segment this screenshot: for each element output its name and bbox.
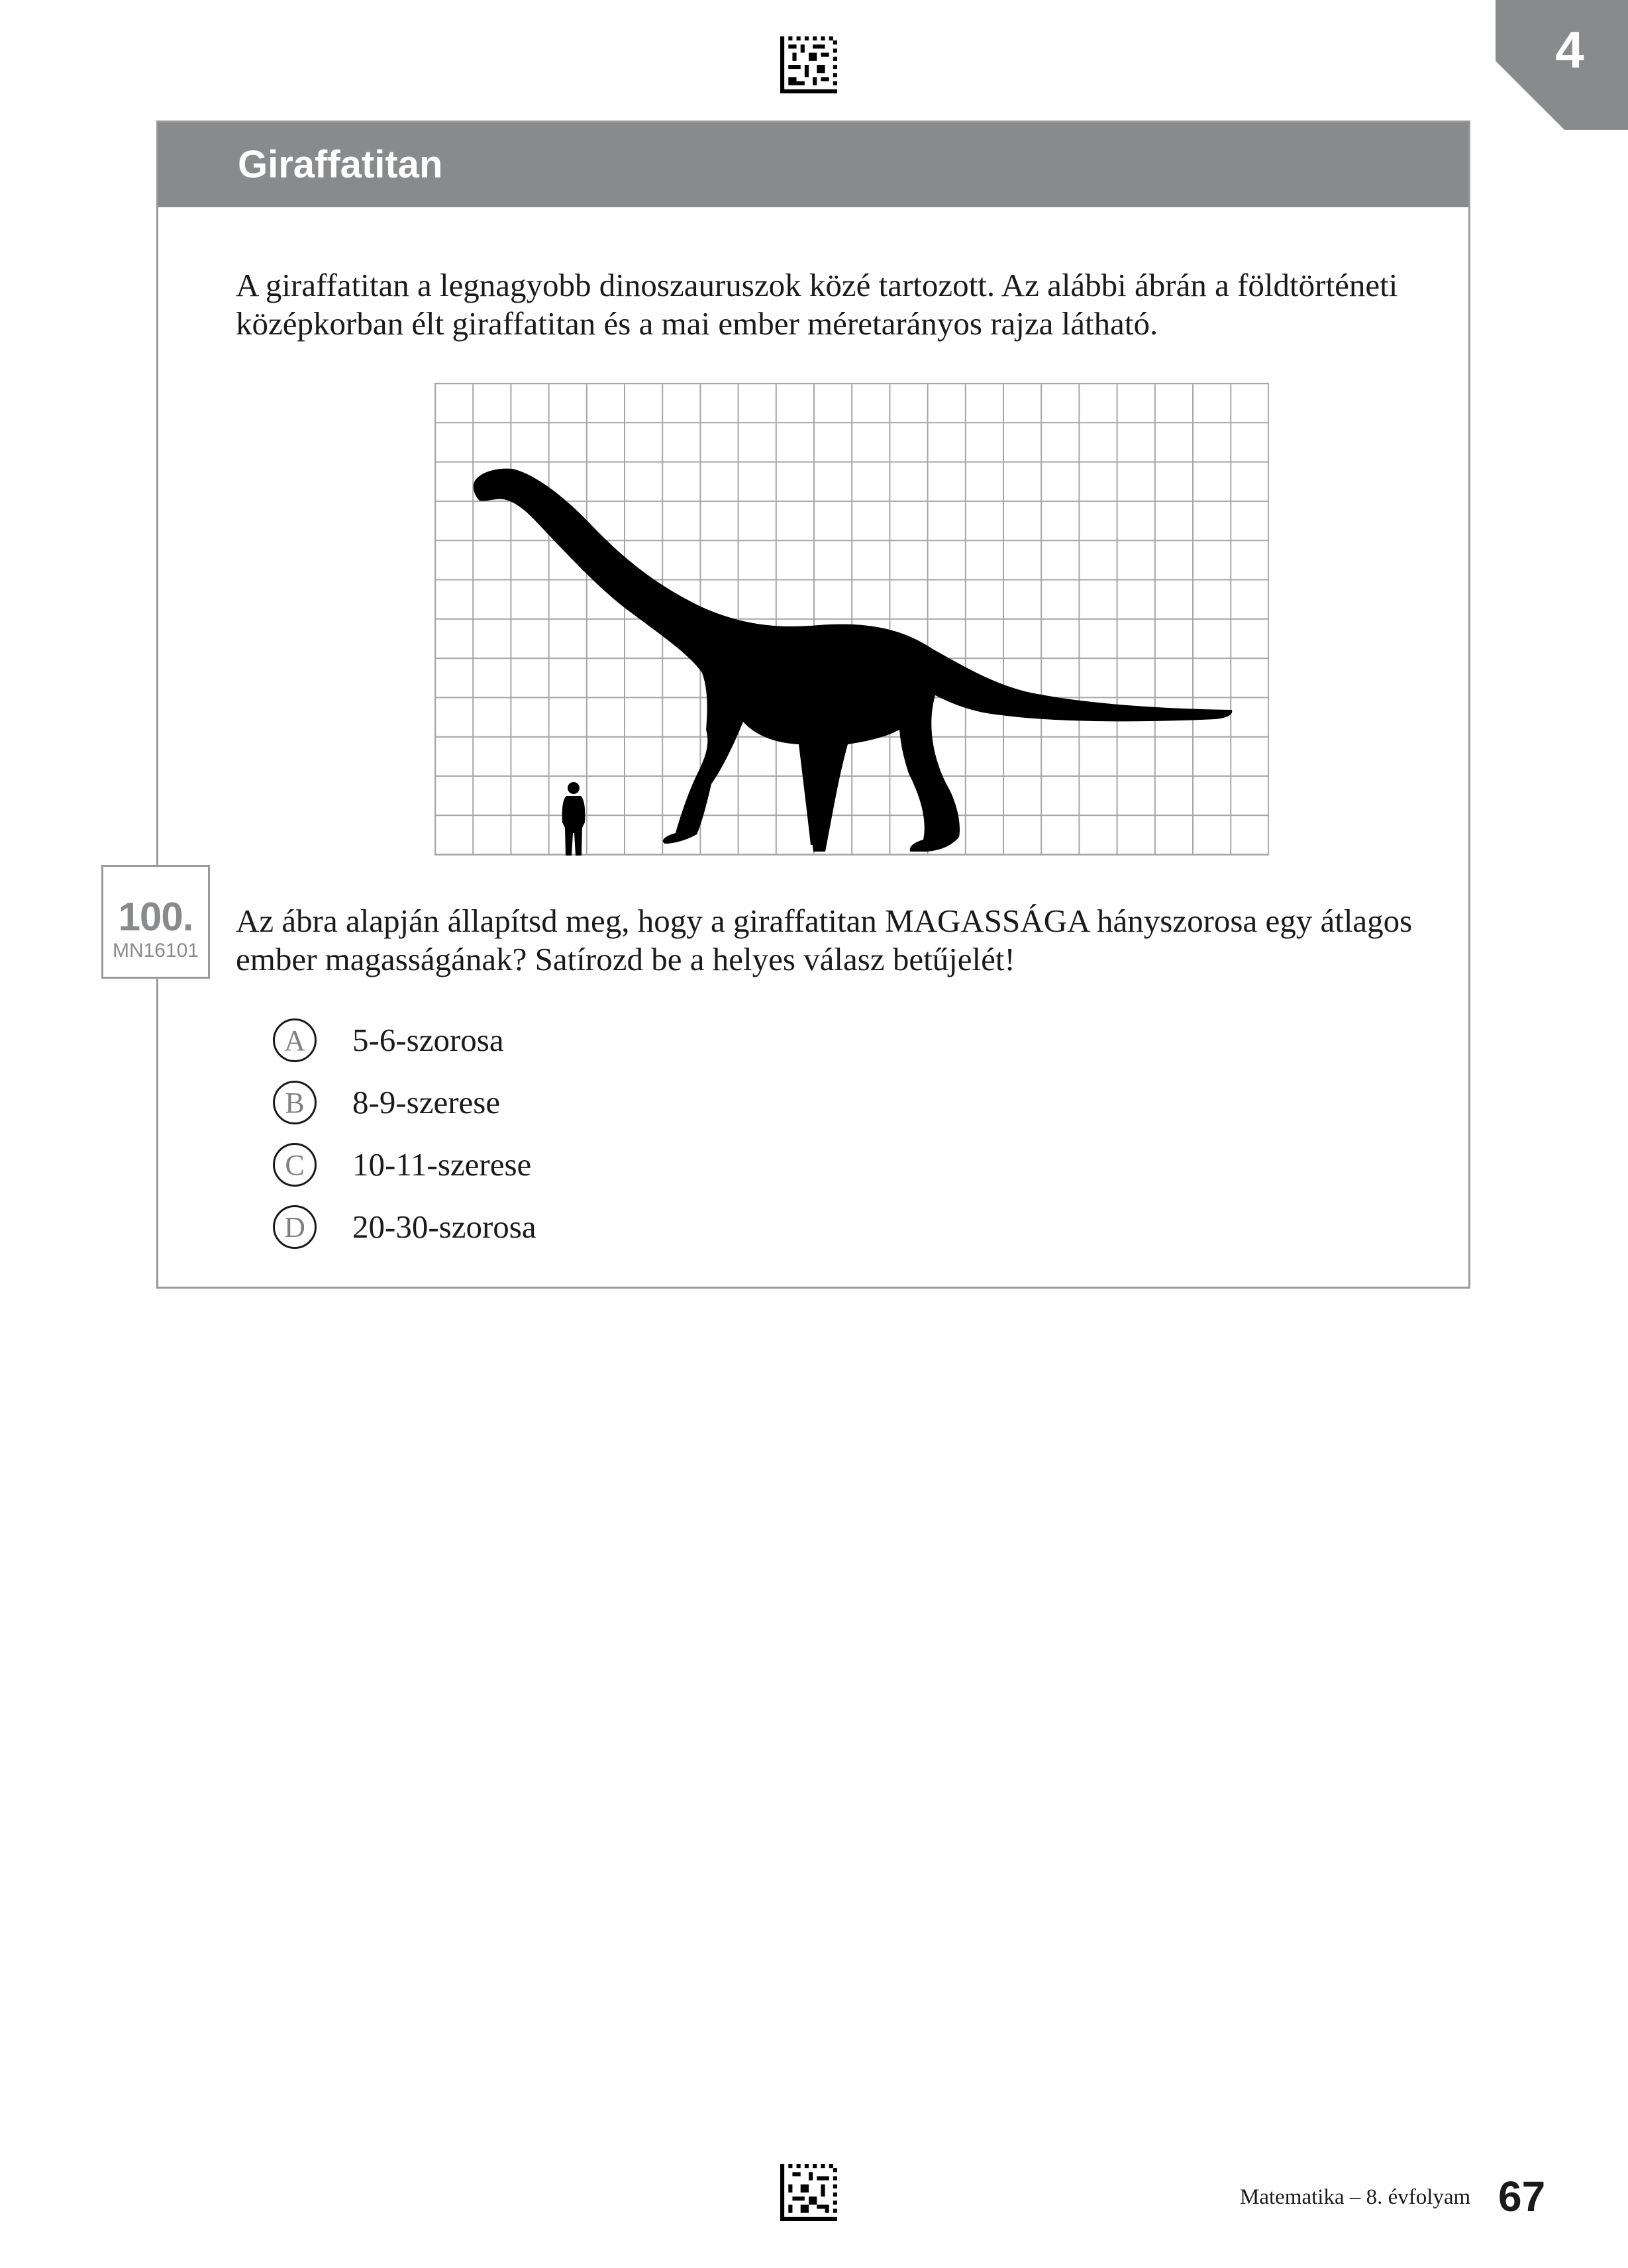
datamatrix-code-top (780, 36, 837, 93)
datamatrix-code-bottom (780, 2164, 837, 2221)
question-code: MN16101 (112, 940, 199, 961)
answer-circle-b[interactable]: B (273, 1081, 317, 1124)
question-number-badge (101, 865, 210, 979)
answer-circle-a[interactable]: A (273, 1018, 317, 1062)
scale-figure (434, 383, 1269, 856)
answer-text-c: 10-11-szerese (352, 1146, 532, 1183)
page-number: 67 (1498, 2173, 1546, 2220)
question-number: 100. (118, 895, 193, 939)
answer-text-a: 5-6-szorosa (352, 1022, 504, 1058)
footer-subject: Matematika – 8. évfolyam (1240, 2185, 1471, 2209)
answer-circle-c[interactable]: C (273, 1143, 317, 1187)
figure-grid (435, 383, 1268, 855)
task-title: Giraffatitan (238, 143, 443, 186)
question-text: Az ábra alapján állapítsd meg, hogy a giraffatitan MAGASSÁGA hányszorosa egy átlagos ember magasságának? Satírozd be a helyes válasz betűjelét! (236, 903, 1413, 977)
answer-text-b: 8-9-szerese (352, 1084, 501, 1120)
intro-text: A giraffatitan a legnagyobb dinoszauruszok közé tartozott. Az alábbi ábrán a földtörténeti középkorban élt giraffatitan és a mai ember méretarányos rajza látható. (236, 267, 1398, 342)
section-tab (1496, 0, 1628, 130)
answer-circle-d[interactable]: D (273, 1205, 317, 1249)
section-number: 4 (1555, 21, 1584, 79)
task-header (158, 123, 1468, 207)
answer-text-d: 20-30-szorosa (352, 1208, 536, 1245)
